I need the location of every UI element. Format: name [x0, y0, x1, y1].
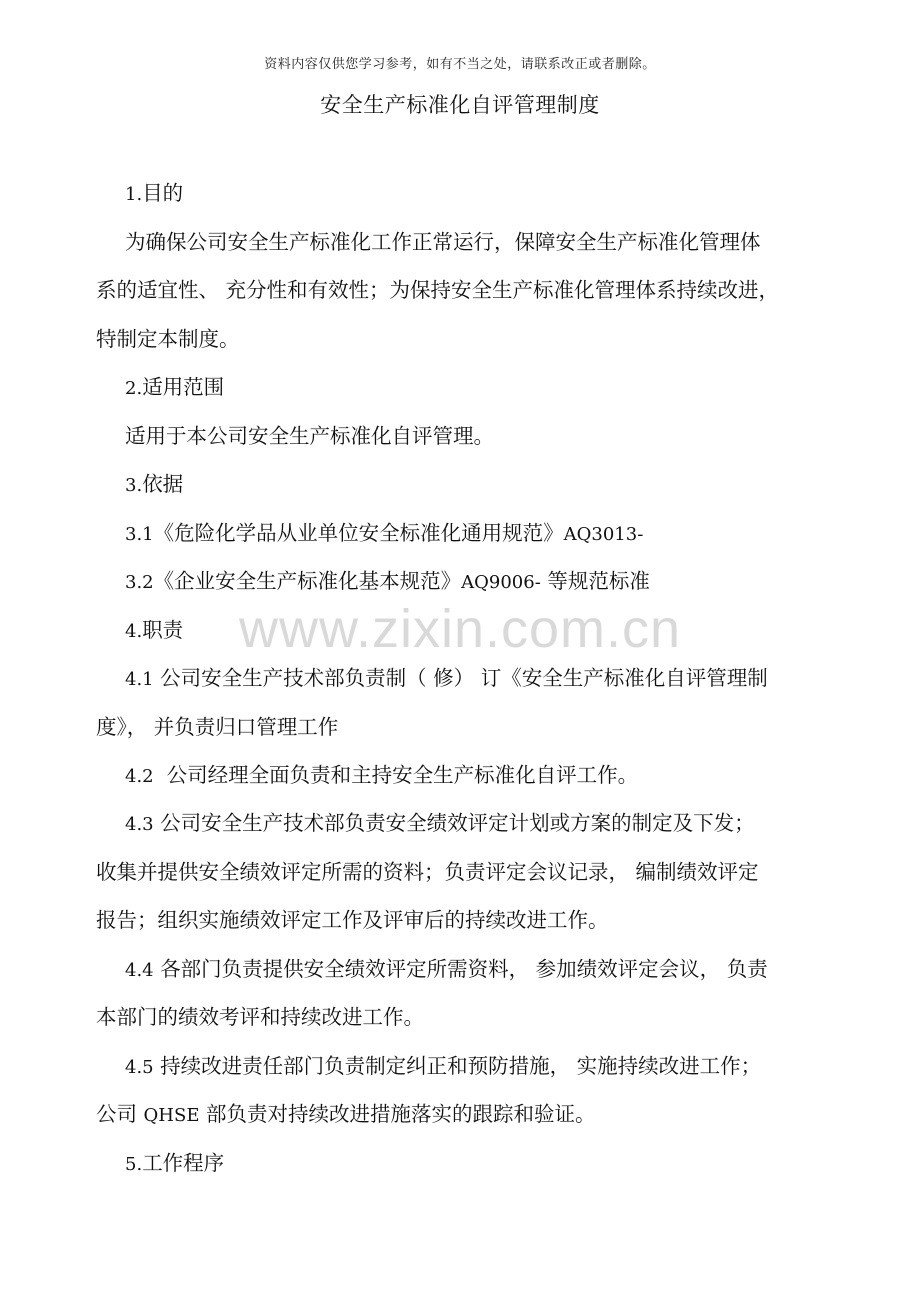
paragraph-line: 特制定本制度。 — [96, 327, 240, 351]
item-text: 公司安全生产技术部负责安全绩效评定计划或方案的制定及下发； — [153, 811, 755, 835]
paragraph-line: 本部门的绩效考评和持续改进工作。 — [96, 1005, 424, 1029]
standard-code: AQ9006- — [461, 572, 541, 593]
section-heading-procedure — [125, 1146, 224, 1176]
section-heading-basis — [125, 467, 183, 497]
list-item — [125, 1049, 761, 1079]
watermark: www.zixin.com.cn — [238, 599, 682, 659]
section-heading-text: 目的 — [142, 181, 184, 205]
section-heading-purpose — [125, 176, 183, 206]
item-number: 3.2 — [125, 572, 154, 593]
paragraph-line: 为确保公司安全生产标准化工作正常运行，保障安全生产标准化管理体 — [125, 230, 761, 254]
section-heading-scope — [125, 370, 224, 400]
list-item — [125, 758, 638, 788]
page-title: 安全生产标准化自评管理制度 — [320, 93, 600, 117]
section-heading-text: 适用范围 — [142, 375, 225, 399]
text-fragment: 部负责对持续改进措施落实的跟踪和验证。 — [199, 1102, 596, 1126]
item-text: 公司安全生产技术部负责制（ 修） 订《安全生产标准化自评管理制 — [160, 666, 768, 690]
paragraph-line: 收集并提供安全绩效评定所需的资料；负责评定会议记录， 编制绩效评定 — [96, 860, 759, 884]
section-number: 2. — [125, 378, 143, 399]
paragraph-line: 度》， 并负责归口管理工作 — [96, 715, 339, 739]
standard-code: AQ3013- — [563, 524, 644, 545]
section-heading-text: 工作程序 — [142, 1151, 225, 1175]
item-tail: 等规范标准 — [540, 569, 650, 593]
header-note: 资料内容仅供您学习参考，如有不当之处，请联系改正或者删除。 — [264, 57, 656, 72]
item-text: 持续改进责任部门负责制定纠正和预防措施， 实施持续改进工作； — [153, 1054, 762, 1078]
paragraph-line: 报告；组织实施绩效评定工作及评审后的持续改进工作。 — [96, 908, 609, 932]
item-text: 各部门负责提供安全绩效评定所需资料， 参加绩效评定会议， 负责 — [153, 957, 768, 981]
item-number: 4.5 — [125, 1057, 154, 1078]
list-item — [125, 661, 768, 691]
qhse-code: QHSE — [143, 1105, 200, 1126]
item-text: 《危险化学品从业单位安全标准化通用规范》 — [153, 521, 564, 545]
item-number: 4.2 — [125, 766, 154, 787]
list-item — [125, 806, 755, 836]
item-number: 4.4 — [125, 960, 154, 981]
paragraph-line: 适用于本公司安全生产标准化自评管理。 — [125, 424, 494, 448]
section-number: 1. — [125, 184, 143, 205]
section-heading-responsibilities — [125, 613, 183, 643]
section-heading-text: 职责 — [142, 618, 184, 642]
section-heading-text: 依据 — [142, 472, 184, 496]
list-item — [125, 564, 650, 594]
section-number: 5. — [125, 1154, 143, 1175]
item-text: 《企业安全生产标准化基本规范》 — [153, 569, 462, 593]
text-fragment: 公司 — [96, 1102, 144, 1126]
list-item — [125, 952, 768, 982]
paragraph-line — [96, 1097, 595, 1127]
section-number: 4. — [125, 621, 143, 642]
item-number: 4.1 — [125, 669, 154, 690]
item-number: 4.3 — [125, 814, 154, 835]
section-number: 3. — [125, 475, 143, 496]
list-item — [125, 516, 643, 546]
paragraph-line: 系的适宜性、 充分性和有效性；为保持安全生产标准化管理体系持续改进， — [96, 278, 780, 302]
item-number: 3.1 — [125, 524, 154, 545]
item-text: 公司经理全面负责和主持安全生产标准化自评工作。 — [153, 763, 639, 787]
